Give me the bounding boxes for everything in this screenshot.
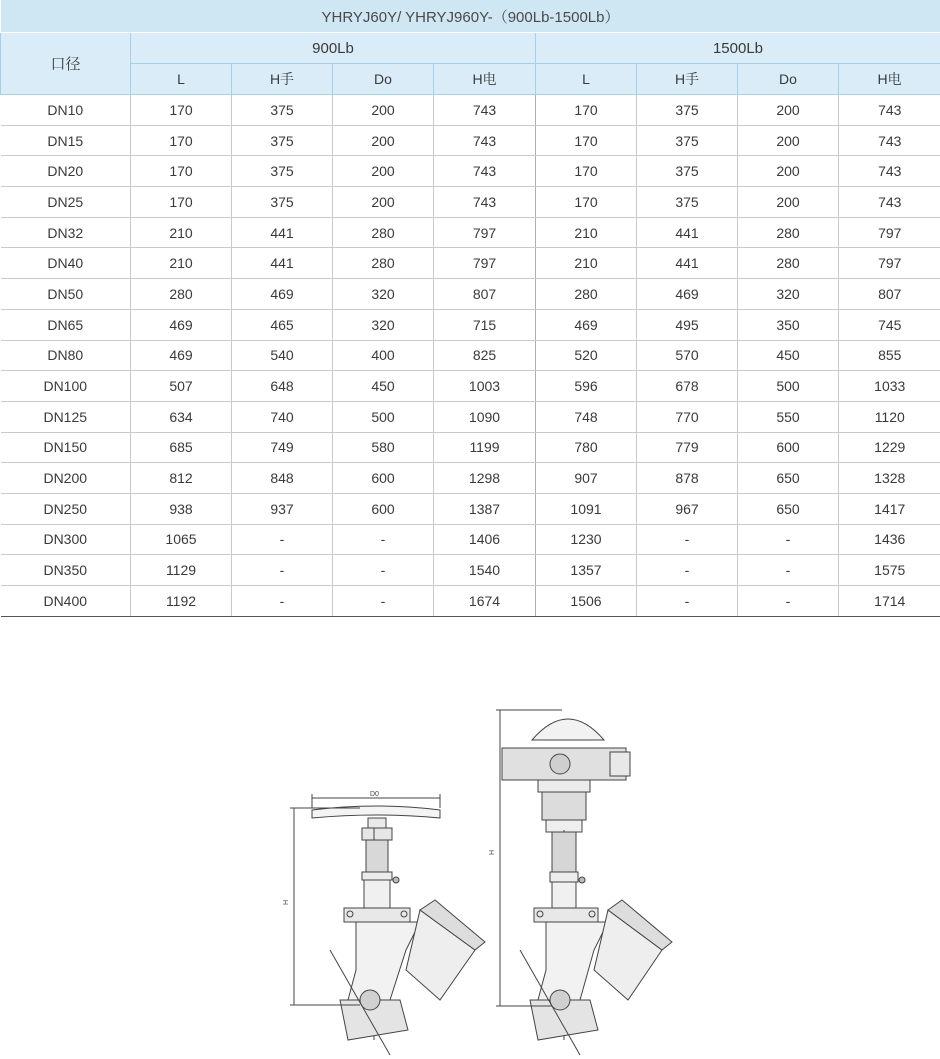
table-cell: 1575 xyxy=(839,555,940,586)
table-row xyxy=(1,586,940,617)
row-diameter: DN125 xyxy=(1,401,131,432)
table-cell: 1436 xyxy=(839,524,940,555)
table-cell: - xyxy=(232,555,333,586)
table-cell: - xyxy=(738,586,839,617)
column-header: Do xyxy=(738,64,839,95)
table-cell: 400 xyxy=(333,340,434,371)
table-cell: 1065 xyxy=(131,524,232,555)
table-cell: 1357 xyxy=(536,555,637,586)
table-cell: - xyxy=(232,524,333,555)
table-cell: - xyxy=(333,524,434,555)
row-diameter: DN50 xyxy=(1,279,131,310)
table-cell: 441 xyxy=(637,217,738,248)
table-row xyxy=(1,401,940,432)
table-cell: 210 xyxy=(536,248,637,279)
table-row xyxy=(1,463,940,494)
table-row xyxy=(1,432,940,463)
table-cell: 570 xyxy=(637,340,738,371)
table-cell: 1192 xyxy=(131,586,232,617)
table-cell: 469 xyxy=(131,340,232,371)
table-cell: 441 xyxy=(637,248,738,279)
table-cell: - xyxy=(333,586,434,617)
table-cell: 743 xyxy=(434,187,536,218)
table-cell: 743 xyxy=(434,156,536,187)
table-cell: 375 xyxy=(232,187,333,218)
table-cell: 1003 xyxy=(434,371,536,402)
table-cell: 685 xyxy=(131,432,232,463)
valve-drawing xyxy=(270,700,700,1059)
table-cell: 825 xyxy=(434,340,536,371)
table-row xyxy=(1,156,940,187)
table-cell: 465 xyxy=(232,309,333,340)
table-cell: 740 xyxy=(232,401,333,432)
table-row xyxy=(1,340,940,371)
table-cell: - xyxy=(232,586,333,617)
table-cell: 743 xyxy=(839,125,940,156)
table-cell: 469 xyxy=(131,309,232,340)
table-cell: 375 xyxy=(637,187,738,218)
table-cell: 878 xyxy=(637,463,738,494)
table-cell: 743 xyxy=(434,125,536,156)
table-cell: 450 xyxy=(738,340,839,371)
table-cell: 1674 xyxy=(434,586,536,617)
row-diameter: DN32 xyxy=(1,217,131,248)
table-cell: 200 xyxy=(738,125,839,156)
table-cell: 967 xyxy=(637,493,738,524)
table-cell: 807 xyxy=(434,279,536,310)
table-cell: 1129 xyxy=(131,555,232,586)
table-cell: 600 xyxy=(333,493,434,524)
table-cell: 210 xyxy=(131,248,232,279)
table-cell: 907 xyxy=(536,463,637,494)
table-row xyxy=(1,371,940,402)
manual-valve-drawing xyxy=(283,791,485,1055)
row-diameter: DN200 xyxy=(1,463,131,494)
table-cell: 200 xyxy=(333,125,434,156)
row-diameter: DN400 xyxy=(1,586,131,617)
table-cell: 170 xyxy=(536,95,637,126)
row-diameter: DN80 xyxy=(1,340,131,371)
table-cell: 320 xyxy=(333,279,434,310)
table-cell: 170 xyxy=(536,187,637,218)
table-cell: 797 xyxy=(434,217,536,248)
table-cell: 495 xyxy=(637,309,738,340)
row-diameter: DN100 xyxy=(1,371,131,402)
table-cell: 1090 xyxy=(434,401,536,432)
table-cell: 450 xyxy=(333,371,434,402)
electric-valve-drawing xyxy=(489,710,672,1055)
table-cell: 375 xyxy=(232,95,333,126)
table-cell: 280 xyxy=(131,279,232,310)
table-cell: 650 xyxy=(738,463,839,494)
table-cell: 170 xyxy=(131,187,232,218)
table-cell: - xyxy=(637,586,738,617)
table-cell: 170 xyxy=(131,156,232,187)
table-cell: 797 xyxy=(839,248,940,279)
table-cell: 650 xyxy=(738,493,839,524)
table-cell: 320 xyxy=(738,279,839,310)
table-cell: 320 xyxy=(333,309,434,340)
table-cell: 280 xyxy=(333,217,434,248)
table-cell: 770 xyxy=(637,401,738,432)
column-header: L xyxy=(131,64,232,95)
table-cell: 280 xyxy=(536,279,637,310)
row-diameter: DN250 xyxy=(1,493,131,524)
table-cell: 1387 xyxy=(434,493,536,524)
table-cell: 1298 xyxy=(434,463,536,494)
table-cell: 375 xyxy=(637,156,738,187)
table-cell: 648 xyxy=(232,371,333,402)
table-cell: 938 xyxy=(131,493,232,524)
table-cell: 170 xyxy=(131,95,232,126)
row-diameter: DN10 xyxy=(1,95,131,126)
table-cell: 743 xyxy=(839,156,940,187)
table-cell: 749 xyxy=(232,432,333,463)
table-row xyxy=(1,187,940,218)
table-cell: 797 xyxy=(839,217,940,248)
table-cell: 520 xyxy=(536,340,637,371)
table-cell: 375 xyxy=(637,95,738,126)
column-header: H手 xyxy=(637,64,738,95)
row-diameter: DN350 xyxy=(1,555,131,586)
row-diameter: DN20 xyxy=(1,156,131,187)
table-cell: 743 xyxy=(839,95,940,126)
diameter-header: 口径 xyxy=(1,33,131,95)
table-cell: 1229 xyxy=(839,432,940,463)
table-cell: 1230 xyxy=(536,524,637,555)
table-cell: 743 xyxy=(839,187,940,218)
table-row xyxy=(1,95,940,126)
table-cell: 1506 xyxy=(536,586,637,617)
table-cell: 580 xyxy=(333,432,434,463)
table-cell: 170 xyxy=(536,156,637,187)
table-cell: 748 xyxy=(536,401,637,432)
dim-h-left-label: H xyxy=(283,899,290,905)
table-cell: 550 xyxy=(738,401,839,432)
table-cell: 375 xyxy=(637,125,738,156)
table-cell: 1417 xyxy=(839,493,940,524)
table-cell: 1328 xyxy=(839,463,940,494)
table-cell: 375 xyxy=(232,125,333,156)
table-cell: 170 xyxy=(131,125,232,156)
table-cell: - xyxy=(738,555,839,586)
table-cell: 200 xyxy=(333,95,434,126)
table-cell: 170 xyxy=(536,125,637,156)
table-cell: 600 xyxy=(333,463,434,494)
table-cell: 210 xyxy=(536,217,637,248)
column-header: H电 xyxy=(434,64,536,95)
table-title: YHRYJ60Y/ YHRYJ960Y-（900Lb-1500Lb） xyxy=(1,0,940,33)
dim-h-right-label: H xyxy=(489,849,496,855)
table-cell: - xyxy=(738,524,839,555)
row-diameter: DN150 xyxy=(1,432,131,463)
table-cell: 1199 xyxy=(434,432,536,463)
table-cell: 1120 xyxy=(839,401,940,432)
table-cell: 200 xyxy=(333,187,434,218)
table-cell: 500 xyxy=(738,371,839,402)
table-row xyxy=(1,493,940,524)
table-cell: 1091 xyxy=(536,493,637,524)
table-cell: 797 xyxy=(434,248,536,279)
table-cell: 200 xyxy=(738,187,839,218)
table-cell: 200 xyxy=(738,156,839,187)
table-cell: 441 xyxy=(232,217,333,248)
table-cell: 937 xyxy=(232,493,333,524)
table-row xyxy=(1,524,940,555)
table-cell: 807 xyxy=(839,279,940,310)
table-cell: - xyxy=(333,555,434,586)
table-cell: 469 xyxy=(232,279,333,310)
table-cell: 600 xyxy=(738,432,839,463)
table-cell: 596 xyxy=(536,371,637,402)
table-cell: 500 xyxy=(333,401,434,432)
column-header: L xyxy=(536,64,637,95)
table-cell: 780 xyxy=(536,432,637,463)
row-diameter: DN300 xyxy=(1,524,131,555)
table-cell: 848 xyxy=(232,463,333,494)
row-diameter: DN15 xyxy=(1,125,131,156)
table-cell: 280 xyxy=(738,248,839,279)
column-header: Do xyxy=(333,64,434,95)
row-diameter: DN25 xyxy=(1,187,131,218)
table-cell: 280 xyxy=(333,248,434,279)
table-cell: 678 xyxy=(637,371,738,402)
table-cell: 469 xyxy=(536,309,637,340)
table-cell: 200 xyxy=(738,95,839,126)
table-cell: 1406 xyxy=(434,524,536,555)
table-cell: 1540 xyxy=(434,555,536,586)
table-row xyxy=(1,279,940,310)
table-cell: 715 xyxy=(434,309,536,340)
group-header-1500lb: 1500Lb xyxy=(536,33,940,64)
table-cell: - xyxy=(637,524,738,555)
table-cell: - xyxy=(637,555,738,586)
table-cell: 441 xyxy=(232,248,333,279)
table-cell: 280 xyxy=(738,217,839,248)
table-cell: 1714 xyxy=(839,586,940,617)
table-row xyxy=(1,248,940,279)
column-header: H电 xyxy=(839,64,940,95)
group-header-900lb: 900Lb xyxy=(131,33,536,64)
table-row xyxy=(1,217,940,248)
table-cell: 200 xyxy=(333,156,434,187)
table-cell: 812 xyxy=(131,463,232,494)
table-cell: 540 xyxy=(232,340,333,371)
row-diameter: DN65 xyxy=(1,309,131,340)
table-cell: 743 xyxy=(434,95,536,126)
table-cell: 350 xyxy=(738,309,839,340)
table-cell: 375 xyxy=(232,156,333,187)
table-cell: 745 xyxy=(839,309,940,340)
row-diameter: DN40 xyxy=(1,248,131,279)
table-cell: 210 xyxy=(131,217,232,248)
column-header: H手 xyxy=(232,64,333,95)
table-cell: 779 xyxy=(637,432,738,463)
table-cell: 469 xyxy=(637,279,738,310)
table-cell: 1033 xyxy=(839,371,940,402)
table-cell: 855 xyxy=(839,340,940,371)
dim-do-label: D0 xyxy=(370,791,379,798)
table-row xyxy=(1,309,940,340)
table-cell: 634 xyxy=(131,401,232,432)
table-row xyxy=(1,125,940,156)
table-row xyxy=(1,555,940,586)
table-cell: 507 xyxy=(131,371,232,402)
